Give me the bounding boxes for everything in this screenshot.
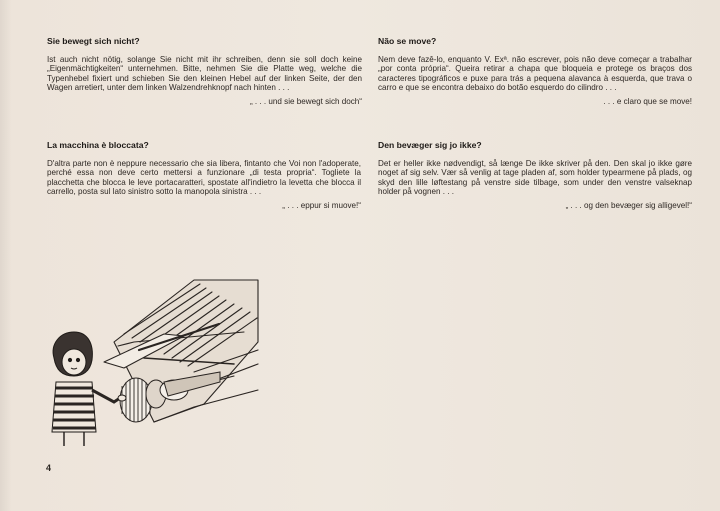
typewriter-girl-illustration [44,272,260,448]
section-punchline: „ . . . eppur si muove!“ [282,201,361,211]
section-body: Det er heller ikke nødvendigt, så længe De ikke skriver på den. Den skal jo ikke gøre noget af sig selv. Vær så venlig at tage pladen af, som holder typearmene på plads, og skyd den lille løftestang på venstre side tilbage, som under den venstre valseknap holder på vognen . . . [378,159,692,196]
girl-figure [52,332,126,446]
section-german [47,36,362,107]
section-danish [378,140,692,211]
section-portuguese [378,36,692,107]
section-punchline: „ . . . og den bevæger sig alligevel!“ [565,201,692,211]
section-punchline: . . . e claro que se move! [603,97,692,107]
section-italian [47,140,361,211]
section-heading: Sie bewegt sich nicht? [47,36,140,46]
section-punchline: „ . . . und sie bewegt sich doch“ [249,97,362,107]
section-body: Nem deve fazê-lo, enquanto V. Exª. não escrever, pois não deve começar a trabalhar „por conta própria“. Queira retirar a chapa que bloqueia e protege os braços dos caracteres tipográficos e puxe para trás a pequena alavanca à esquerda, que trava o carro e que se encontra debaixo do botão esquerdo do cilindro . . . [378,55,692,92]
section-heading: Den bevæger sig jo ikke? [378,140,482,150]
spine-shadow [0,0,12,511]
section-heading: Não se move? [378,36,437,46]
section-body: Ist auch nicht nötig, solange Sie nicht mit ihr schreiben, denn sie soll doch keine „Eigenmächtigkeiten“ unternehmen. Bitte, nehmen Sie die Platte weg, welche die Typenhebel fixiert und schieben Sie den kleinen Hebel auf der linken Seite, der den Wagen arretiert, unter dem linken Walzendrehknopf nach hinten . . . [47,55,362,92]
section-heading: La macchina è bloccata? [47,140,149,150]
section-body: D'altra parte non è neppure necessario che sia libera, fintanto che Voi non l'adoperate, perché essa non deve certo mettersi a funzionare „di testa propria“. Togliete la placchetta che blocca le leve portacaratteri, spostate all'indietro la levetta che blocca il carrello, posta sul lato sinistro sotto la manopola sinistra . . . [47,159,361,196]
page-number: 4 [46,463,52,473]
